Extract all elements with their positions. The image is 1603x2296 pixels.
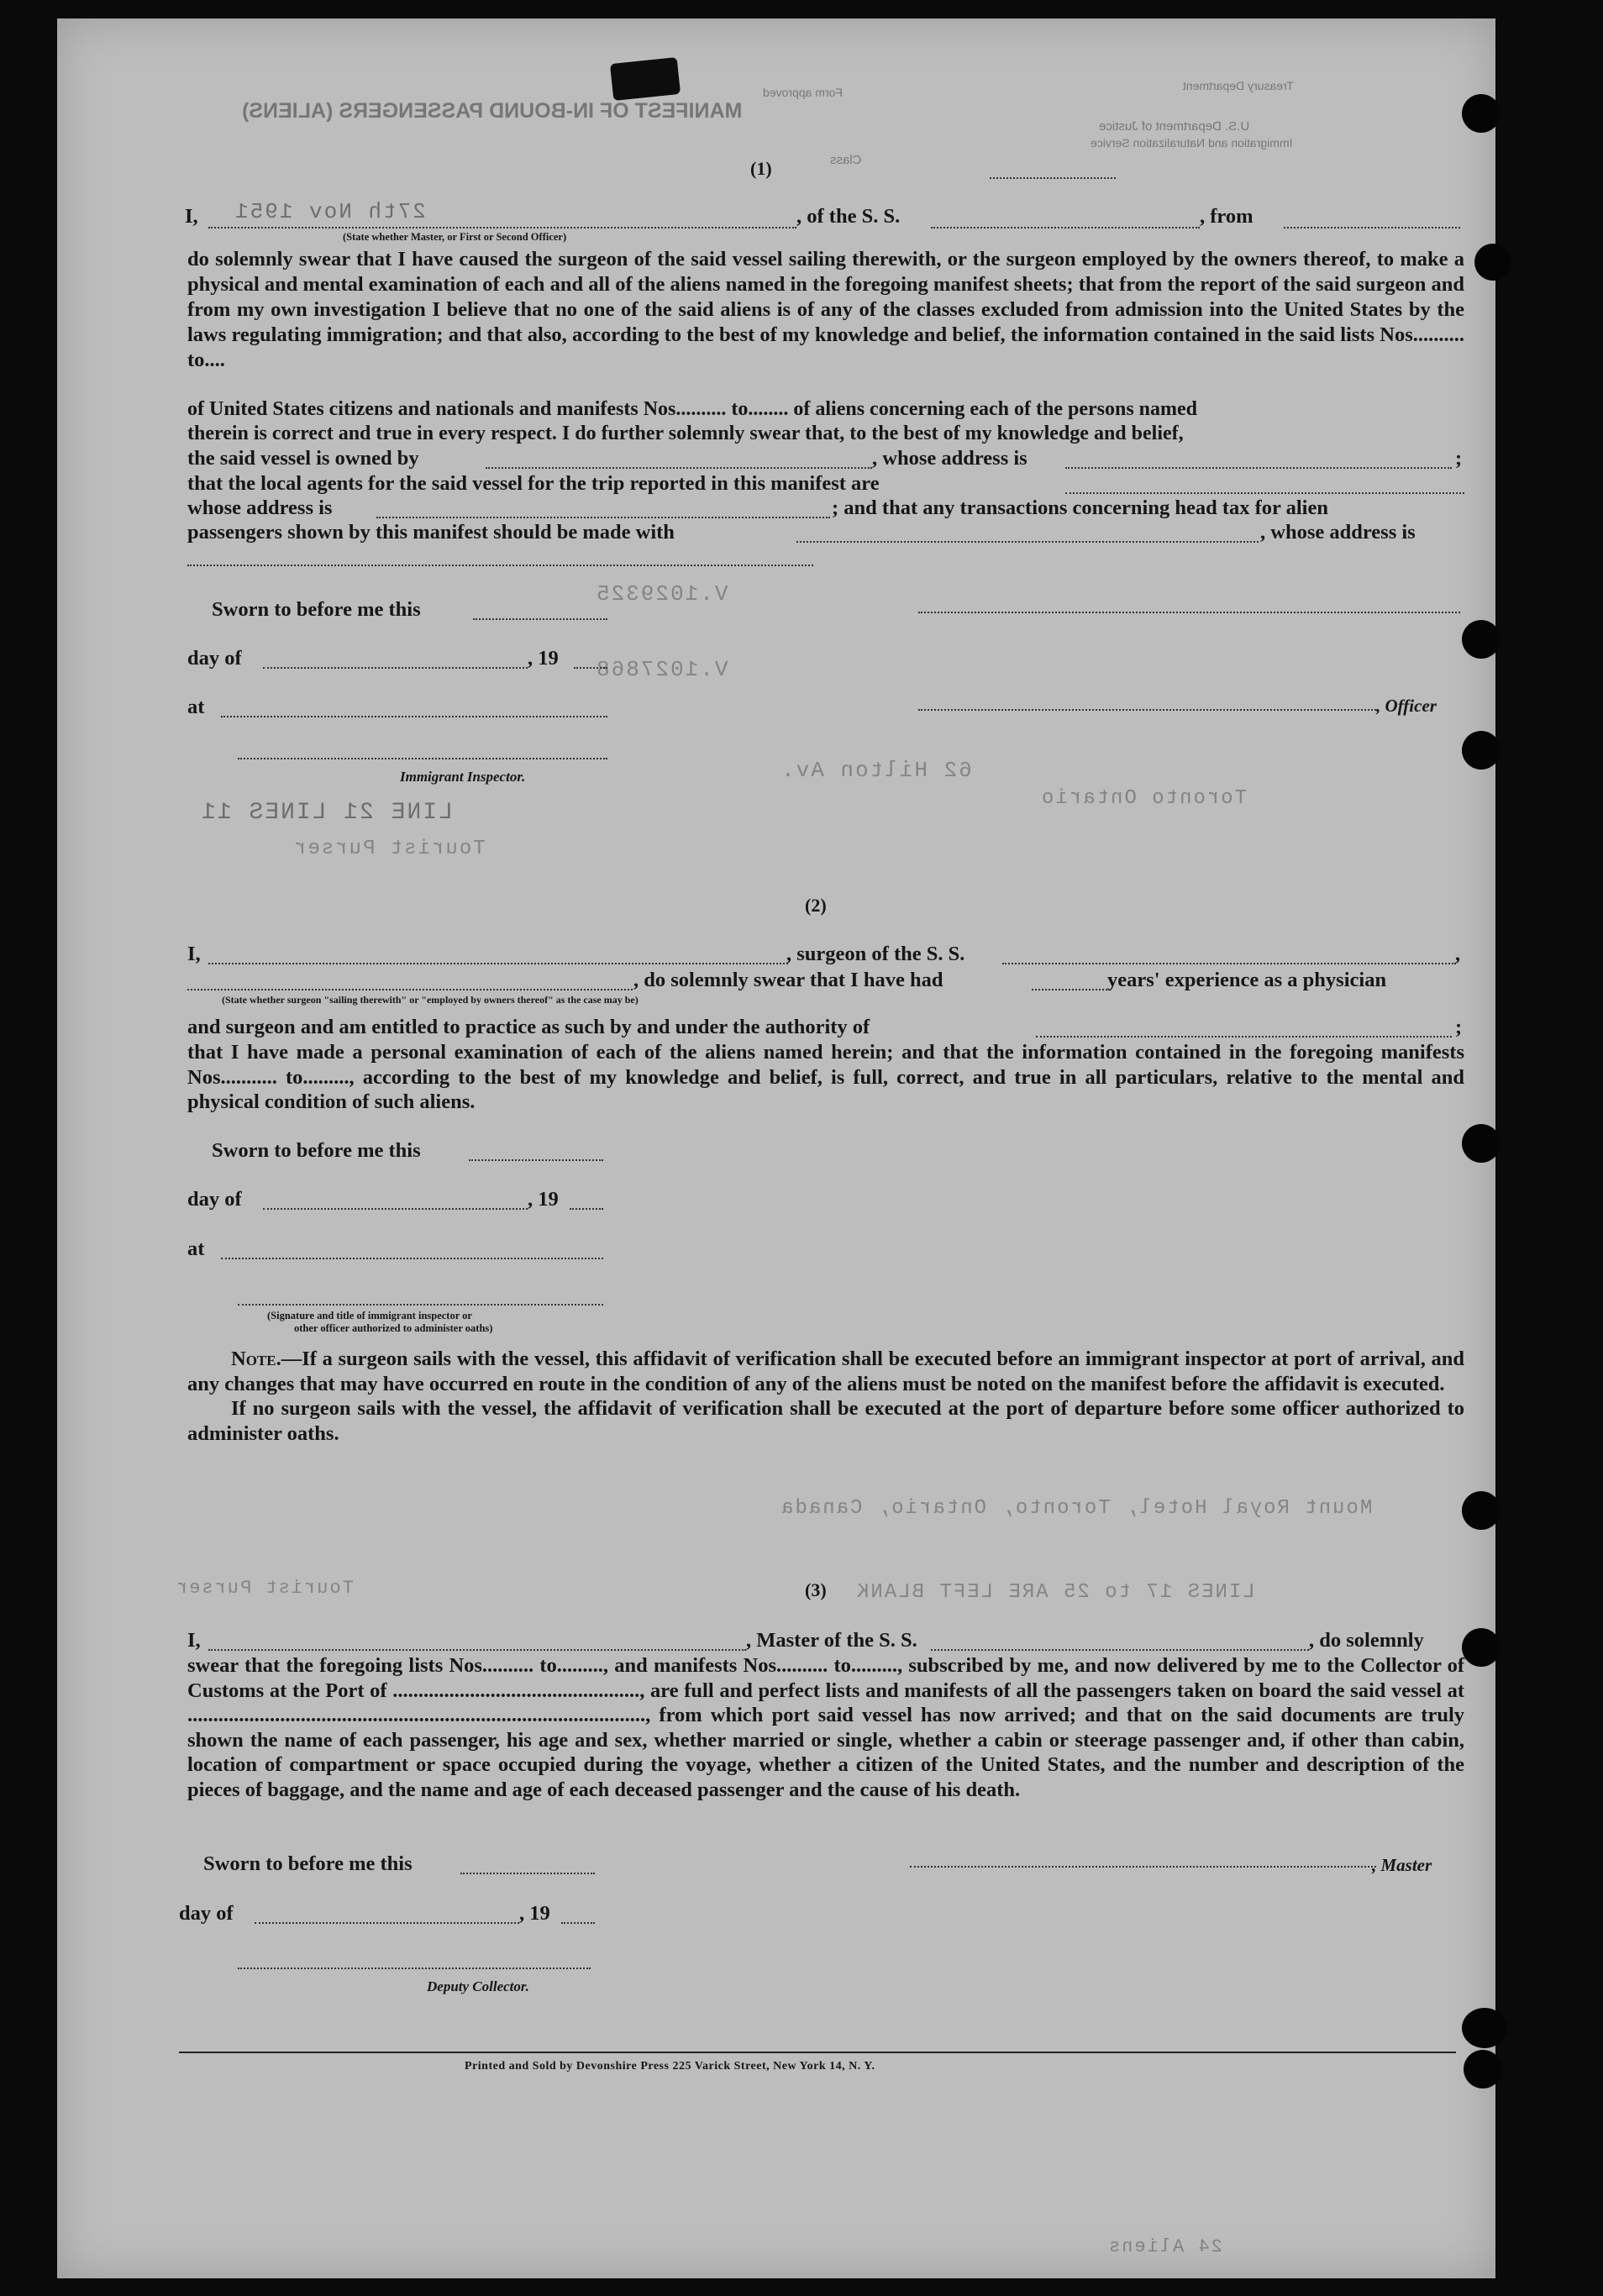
punch-hole <box>1462 1491 1501 1530</box>
punch-hole <box>1474 244 1511 281</box>
printer-imprint: Printed and Sold by Devonshire Press 225 Varick Street, New York 14, N. Y. <box>465 2060 875 2073</box>
ghost-bottom: 24 Aliens <box>1107 2236 1222 2257</box>
ghost-purser: Tourist Purser <box>175 1578 354 1599</box>
punch-hole <box>1462 1628 1501 1667</box>
redaction-blot <box>610 57 681 101</box>
ghost-header-ins: Immigration and Naturalization Service <box>1091 136 1293 150</box>
ghost-bleed-3: 62 Hilton Av. <box>780 758 972 783</box>
ghost-bleed-8: LINES 17 to 25 ARE LEFT BLANK <box>855 1581 1255 1604</box>
section2-body2: that I have made a personal examination of each of the aliens named herein; and that the information contained in the foregoing manifests Nos........... to........., according to the best of my knowledge and belief, is full, correct, and true in all particulars, relative to the mental and physical condition of such aliens. <box>187 1041 1464 1113</box>
punch-hole <box>1462 1124 1501 1163</box>
punch-hole <box>1462 731 1501 770</box>
section3-sworn: Sworn to before me this <box>203 1852 413 1875</box>
ghost-header-treasury: Treasury Department <box>1183 79 1294 92</box>
section1-i-label: I, <box>185 205 198 228</box>
section2-comma: , <box>1455 943 1461 965</box>
section1-owned-semicolon: ; <box>1455 447 1463 470</box>
ghost-bleed-1: V.1029325 <box>595 581 728 607</box>
section1-number: (1) <box>750 158 772 179</box>
section1-whose: whose address is <box>187 497 333 519</box>
section1-year: , 19 <box>528 647 559 670</box>
section1-citizens: of United States citizens and nationals and manifests Nos.......... to........ of aliens concerning each of the persons named <box>187 398 1198 420</box>
section1-sworn: Sworn to before me this <box>212 598 421 621</box>
section1-officer: , Officer <box>1376 696 1437 716</box>
section2-years: years' experience as a physician <box>1107 969 1387 991</box>
section2-number: (2) <box>805 895 827 916</box>
ghost-bleed-4: Toronto Ontario <box>1040 787 1248 810</box>
punch-hole <box>1462 2008 1507 2048</box>
section3-i-label: I, <box>187 1629 201 1652</box>
punch-hole <box>1462 620 1501 659</box>
section3-solemnly: , do solemnly <box>1309 1629 1424 1652</box>
section1-whose-tail: ; and that any transactions concerning head tax for alien <box>832 497 1328 519</box>
section1-inspector: Immigrant Inspector. <box>400 769 526 785</box>
section2-semicolon: ; <box>1455 1016 1463 1038</box>
ghost-header-dept: U.S. Department of Justice <box>1099 119 1250 134</box>
section3-body: swear that the foregoing lists Nos.......... to........., and manifests Nos.......... to........., subscribed by me, and now delivered by me to the Collector of Customs at the Port of ................................................, are full and perfect lists and manifests of all the passengers taken on board the said vessel at ........................................................................................., from which port said vessel has now arrived; and that on the said documents are truly shown the name of each passenger, his age and sex, whether married or single, whether a cabin or steerage passenger and, if other than cabin, location of compartment or space occupied during the voyage, whether a citizen of the United States, and the number and description of the pieces of baggage, and the name and age of each deceased passenger and the cause of his death. <box>187 1654 1464 1801</box>
section3-master: , Master <box>1372 1855 1432 1875</box>
section2-sworn: Sworn to before me this <box>212 1139 421 1162</box>
manifest-reverse-sheet <box>57 18 1495 2278</box>
section3-master-of: , Master of the S. S. <box>746 1629 917 1652</box>
ghost-header-title: MANIFEST OF IN-BOUND PASSENGERS (ALIENS) <box>242 99 743 123</box>
section2-year: , 19 <box>528 1188 559 1211</box>
ghost-header-form: Form approved <box>763 86 843 99</box>
ghost-bleed-2: V.1027868 <box>595 657 728 682</box>
ghost-bleed-5: LINE 21 LINES 11 <box>200 800 453 826</box>
section2-body: and surgeon and am entitled to practice as such by and under the authority of <box>187 1016 870 1038</box>
section2-i-label: I, <box>187 943 201 965</box>
section1-body: do solemnly swear that I have caused the surgeon of the said vessel sailing therewith, or the surgeon employed by the owners thereof, to make a physical and mental examination of each and all of the aliens named in the foregoing manifest sheets; that from the report of the said surgeon and from my own investigation I believe that no one of the said aliens is of any of the classes excluded from admission into the United States by the laws regulating immigration; and that also, according to the best of my knowledge and belief, the information contained in the said lists Nos.......... to.... <box>187 248 1464 371</box>
section2-solemnly: , do solemnly swear that I have had <box>633 969 943 991</box>
section1-from: , from <box>1200 205 1253 228</box>
ghost-bleed-7: Mount Royal Hotel, Toronto, Ontario, Canada <box>780 1497 1373 1520</box>
section1-owned-tail: , whose address is <box>872 447 1027 470</box>
ghost-bleed-6: Tourist Purser <box>292 838 486 860</box>
bottom-rule <box>179 2052 1456 2053</box>
ghost-handwritten-date: 27th Nov 1951 <box>234 199 426 224</box>
ghost-header-class: Class <box>830 153 862 167</box>
section2-at: at <box>187 1237 205 1260</box>
section2-state-note: (State whether surgeon "sailing therewith" or "employed by owners thereof" as the case may be) <box>222 994 639 1006</box>
punch-hole <box>1462 94 1501 133</box>
section1-agents: that the local agents for the said vessel for the trip reported in this manifest are <box>187 472 880 495</box>
section3-number: (3) <box>805 1579 827 1600</box>
section2-note: Note.—If a surgeon sails with the vessel, this affidavit of verification shall be executed before an immigrant inspector at port of arrival, and any changes that may have occurred en route in the condition of any of the aliens must be noted on the manifest before the affidavit is executed. If no surgeon sails with the vessel, the affidavit of verification shall be executed at the port of departure before some officer authorized to administer oaths. <box>187 1348 1464 1445</box>
punch-hole <box>1464 2050 1502 2088</box>
section1-passengers: passengers shown by this manifest should be made with <box>187 521 675 544</box>
section1-state-note: (State whether Master, or First or Second Officer) <box>343 231 567 243</box>
section2-sig-note-2: other officer authorized to administer oaths) <box>294 1322 493 1334</box>
section2-surgeon-of: , surgeon of the S. S. <box>786 943 965 965</box>
section1-day-of: day of <box>187 647 242 670</box>
section3-deputy: Deputy Collector. <box>427 1978 529 1994</box>
section1-therein: therein is correct and true in every respect. I do further solemnly swear that, to the best of my knowledge and belief, <box>187 423 1184 444</box>
section3-day-of: day of <box>179 1902 234 1925</box>
section2-sig-note-1: (Signature and title of immigrant inspector or <box>267 1310 472 1321</box>
section1-at: at <box>187 696 205 718</box>
section1-of-ss: , of the S. S. <box>796 205 901 228</box>
section3-year: , 19 <box>519 1902 550 1925</box>
section2-day-of: day of <box>187 1188 242 1211</box>
section1-owned: the said vessel is owned by <box>187 447 419 470</box>
section1-passengers-tail: , whose address is <box>1260 521 1416 544</box>
